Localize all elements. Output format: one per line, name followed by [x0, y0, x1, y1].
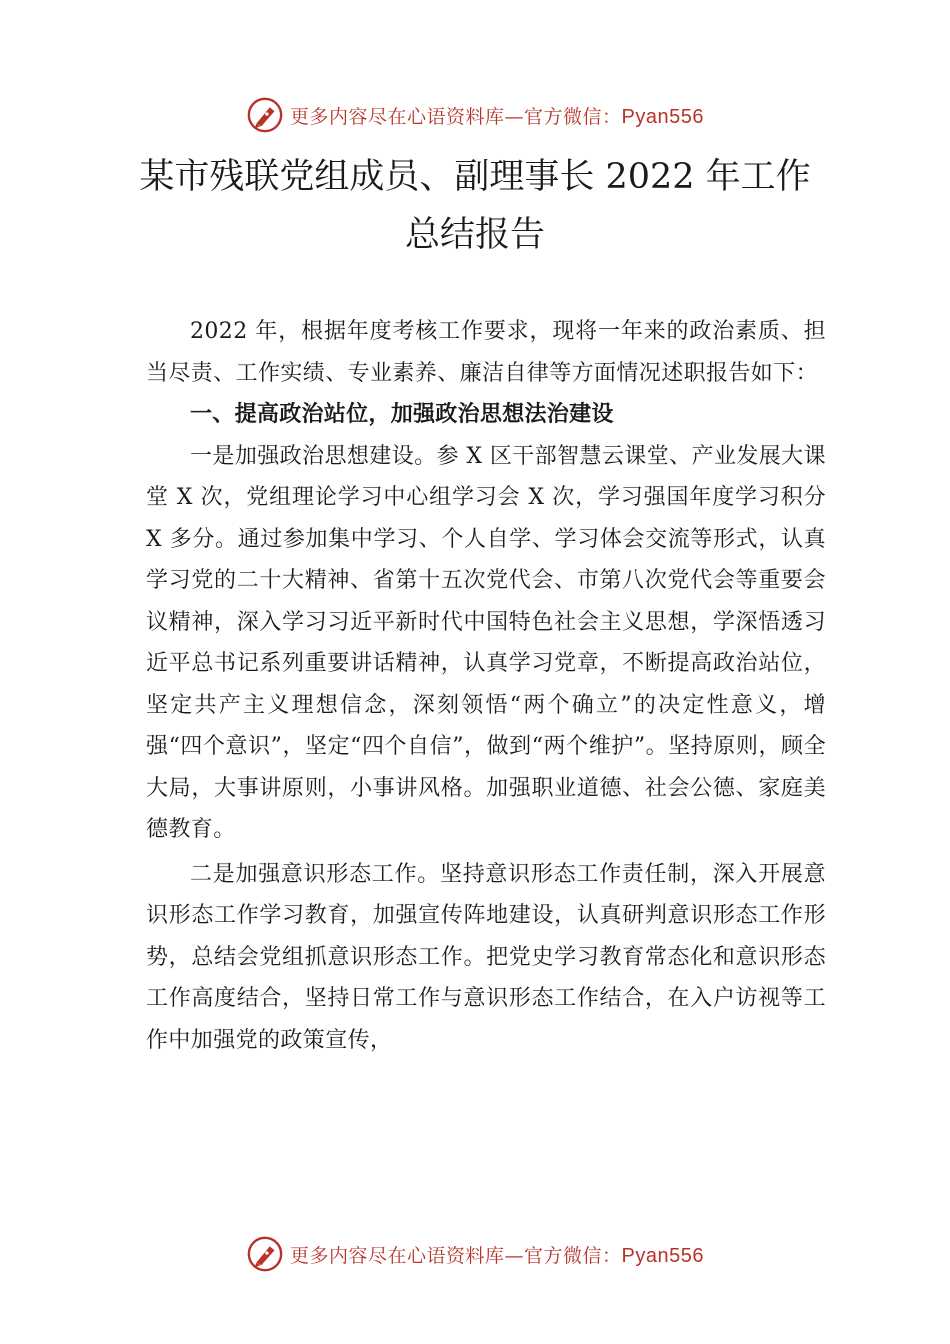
document-title: [100, 148, 850, 264]
header-wechat-handle: Pyan556: [621, 105, 704, 128]
footer-wechat-handle: Pyan556: [621, 1244, 704, 1267]
footer-banner-text: [290, 1241, 704, 1268]
header-banner-text: [290, 102, 704, 129]
paragraph-ideology-work: 二是加强意识形态工作。坚持意识形态工作责任制，深入开展意识形态工作学习教育，加强宣传阵地建设，认真研判意识形态工作形势，总结会党组抓意识形态工作。把党史学习教育常态化和意识形态工作高度结合，坚持日常工作与意识形态工作结合，在入户访视等工作中加强党的政策宣传，: [146, 861, 826, 1053]
header-banner: [0, 93, 950, 137]
paragraph-political-thought: 一是加强政治思想建设。参 X 区干部智慧云课堂、产业发展大课堂 X 次，党组理论学习中心组学习会 X 次，学习强国年度学习积分 X 多分。通过参加集中学习、个人自学、学习体会交流等形式，认真学习党的二十大精神、省第十五次党代会、市第八次党代会等重要会议精神，深入学习习近平新时代中国特色社会主义思想，学深悟透习近平总书记系列重要讲话精神，认真学习党章，不断提高政治站位，坚定共产主义理想信念，深刻领悟“两个确立”的决定性意义，增强“四个意识”，坚定“四个自信”，做到“两个维护”。坚持原则，顾全大局，大事讲原则，小事讲风格。加强职业道德、社会公德、家庭美德教育。: [146, 443, 826, 842]
title-line-1: 某市残联党组成员、副理事长 2022 年工作: [139, 157, 811, 197]
intro-paragraph: 2022 年，根据年度考核工作要求，现将一年来的政治素质、担当尽责、工作实绩、专业素养、廉洁自律等方面情况述职报告如下：: [146, 319, 826, 386]
footer-banner: [0, 1232, 950, 1276]
section-heading-1: 一、提高政治站位，加强政治思想法治建设: [190, 402, 614, 427]
title-line-2: 总结报告: [404, 215, 545, 255]
header-banner-label: 更多内容尽在心语资料库—官方微信：: [290, 105, 622, 128]
pen-nib-logo-icon: [246, 96, 284, 134]
footer-banner-label: 更多内容尽在心语资料库—官方微信：: [290, 1244, 622, 1267]
pen-nib-logo-icon: [246, 1235, 284, 1273]
document-body: [146, 311, 826, 1061]
